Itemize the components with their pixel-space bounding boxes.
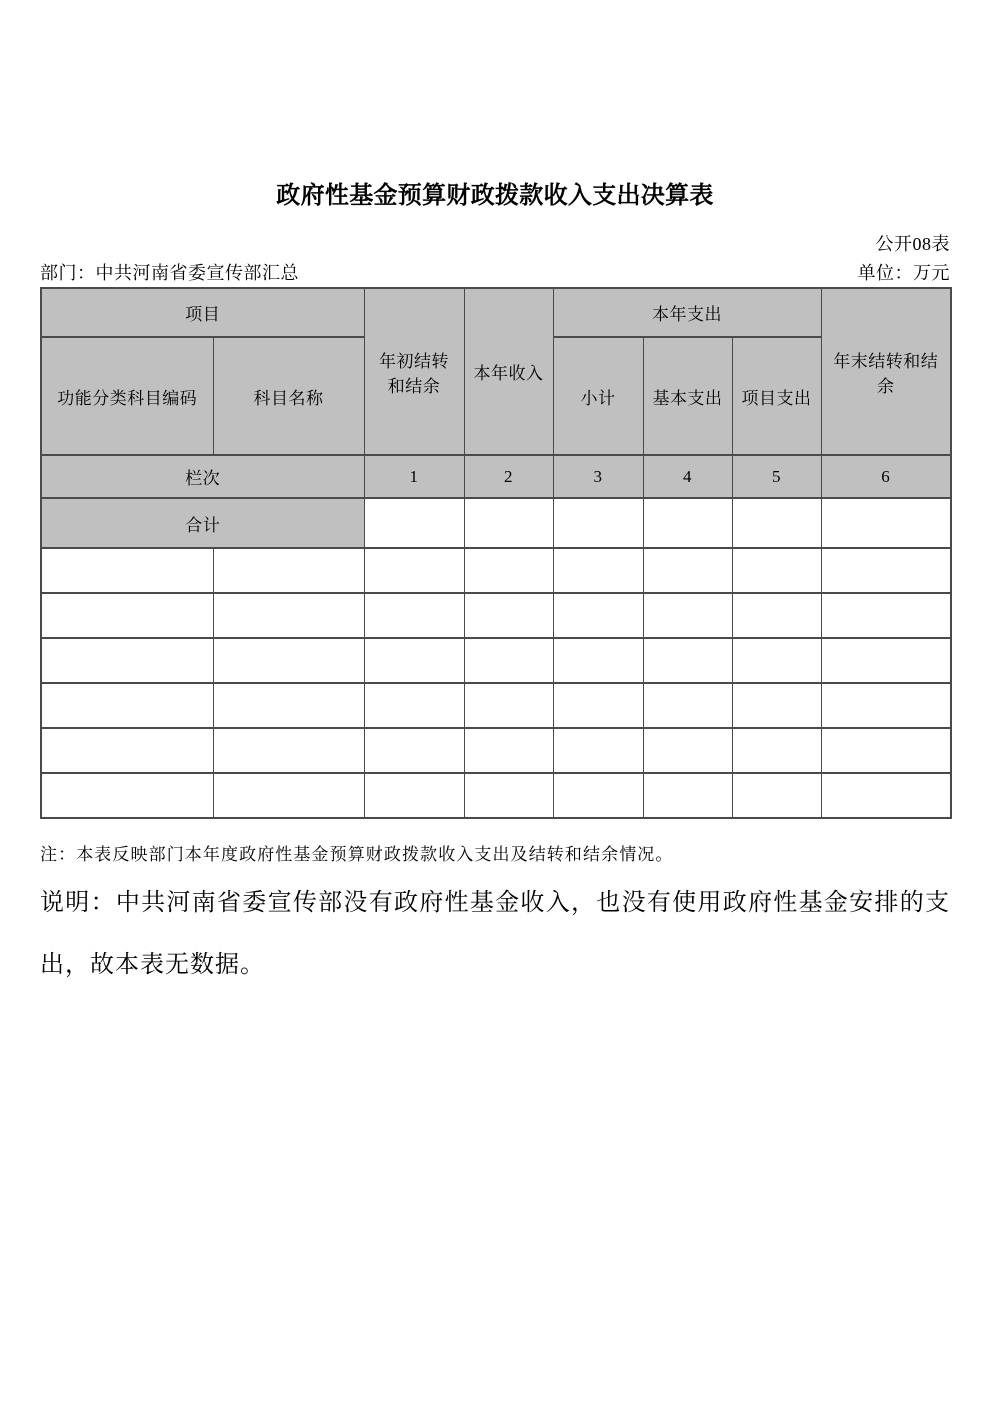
- header-basic-expense: 基本支出: [643, 337, 732, 455]
- empty-cell: [41, 773, 213, 818]
- total-cell-3: [553, 498, 643, 548]
- empty-cell: [41, 593, 213, 638]
- empty-cell: [643, 548, 732, 593]
- explanation-text: 说明：中共河南省委宣传部没有政府性基金收入，也没有使用政府性基金安排的支出，故本表无数据。: [40, 890, 950, 978]
- empty-cell: [364, 638, 464, 683]
- total-cell-4: [643, 498, 732, 548]
- empty-cell: [732, 638, 821, 683]
- empty-table-row: [41, 593, 951, 638]
- total-cell-1: [364, 498, 464, 548]
- empty-cell: [464, 773, 553, 818]
- empty-cell: [553, 638, 643, 683]
- column-index-3: 3: [553, 455, 643, 498]
- empty-cell: [643, 728, 732, 773]
- header-subject-name: 科目名称: [213, 337, 364, 455]
- fund-budget-table: [40, 287, 952, 819]
- empty-cell: [464, 548, 553, 593]
- total-row-label: 合计: [41, 498, 364, 548]
- column-index-1: 1: [364, 455, 464, 498]
- total-cell-5: [732, 498, 821, 548]
- empty-cell: [643, 683, 732, 728]
- header-current-year-income: 本年收入: [464, 288, 553, 455]
- total-cell-2: [464, 498, 553, 548]
- empty-cell: [553, 548, 643, 593]
- header-project-expense: 项目支出: [732, 337, 821, 455]
- column-index-2: 2: [464, 455, 553, 498]
- empty-table-row: [41, 728, 951, 773]
- column-index-5: 5: [732, 455, 821, 498]
- header-subtotal: 小计: [553, 337, 643, 455]
- meta-row: [40, 259, 950, 285]
- column-index-6: 6: [821, 455, 951, 498]
- empty-cell: [213, 683, 364, 728]
- empty-cell: [464, 683, 553, 728]
- empty-cell: [464, 638, 553, 683]
- empty-cell: [643, 593, 732, 638]
- empty-cell: [553, 728, 643, 773]
- empty-cell: [364, 683, 464, 728]
- empty-cell: [643, 773, 732, 818]
- empty-cell: [41, 728, 213, 773]
- empty-cell: [213, 728, 364, 773]
- empty-cell: [464, 593, 553, 638]
- empty-cell: [732, 548, 821, 593]
- empty-cell: [364, 773, 464, 818]
- header-end-year-balance: 年末结转和结余: [821, 288, 951, 455]
- empty-cell: [732, 683, 821, 728]
- empty-cell: [213, 638, 364, 683]
- empty-cell: [643, 638, 732, 683]
- empty-cell: [821, 773, 951, 818]
- column-index-4: 4: [643, 455, 732, 498]
- empty-cell: [821, 728, 951, 773]
- empty-cell: [464, 728, 553, 773]
- header-begin-year-balance: 年初结转和结余: [364, 288, 464, 455]
- total-row: [41, 498, 951, 548]
- empty-cell: [821, 548, 951, 593]
- empty-cell: [364, 728, 464, 773]
- total-cell-6: [821, 498, 951, 548]
- empty-table-row: [41, 638, 951, 683]
- header-row-1: [41, 288, 951, 337]
- empty-cell: [732, 773, 821, 818]
- empty-table-row: [41, 548, 951, 593]
- empty-cell: [41, 548, 213, 593]
- empty-cell: [364, 593, 464, 638]
- column-index-row: [41, 455, 951, 498]
- empty-cell: [821, 683, 951, 728]
- empty-cell: [213, 773, 364, 818]
- unit-label: 单位：万元: [857, 263, 950, 283]
- empty-cell: [41, 638, 213, 683]
- page-content: [40, 0, 950, 1413]
- empty-cell: [821, 593, 951, 638]
- header-function-code: 功能分类科目编码: [41, 337, 213, 455]
- header-current-year-expense-group: 本年支出: [553, 288, 821, 337]
- empty-cell: [213, 593, 364, 638]
- empty-cell: [41, 683, 213, 728]
- empty-table-row: [41, 773, 951, 818]
- column-index-label: 栏次: [41, 455, 364, 498]
- table-footnote: 注：本表反映部门本年度政府性基金预算财政拨款收入支出及结转和结余情况。: [40, 845, 674, 864]
- empty-cell: [732, 728, 821, 773]
- empty-table-row: [41, 683, 951, 728]
- department-label: 部门：中共河南省委宣传部汇总: [40, 263, 299, 283]
- empty-cell: [553, 593, 643, 638]
- empty-cell: [732, 593, 821, 638]
- empty-cell: [821, 638, 951, 683]
- page-title: 政府性基金预算财政拨款收入支出决算表: [276, 183, 714, 209]
- empty-cell: [364, 548, 464, 593]
- empty-cell: [553, 683, 643, 728]
- header-project-group: 项目: [41, 288, 364, 337]
- form-code-label: 公开08表: [875, 234, 950, 254]
- empty-cell: [553, 773, 643, 818]
- empty-cell: [213, 548, 364, 593]
